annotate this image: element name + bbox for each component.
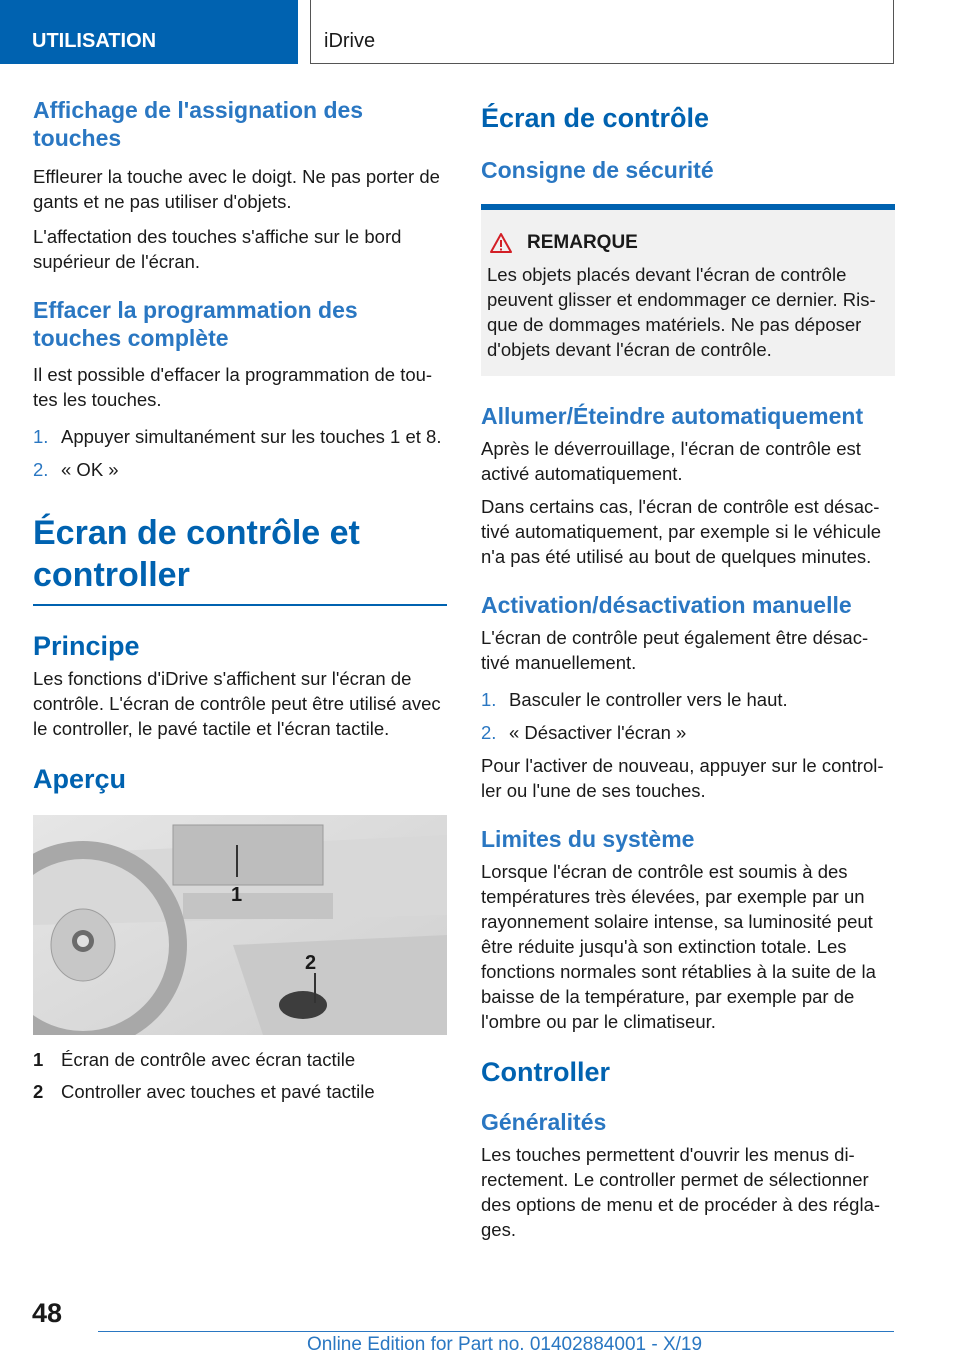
callout-1: 1 bbox=[231, 884, 243, 906]
para-limits: Lorsque l'écran de contrôle est soumis à des températures très élevées, par exemple par un rayonnement solaire intense, sa luminosité peut être réduite jusqu'à son extinction totale. Les fonctions normales sont rétablies à la suite de la baisse de la température, par exemple par de l'ombre ou par le climatiseur. bbox=[481, 861, 876, 1032]
title-rule bbox=[33, 604, 447, 606]
heading-limits: Limites du système bbox=[481, 826, 695, 852]
heading-control-screen: Écran de contrôle bbox=[481, 103, 710, 133]
list-number: 1. bbox=[33, 426, 49, 447]
heading-assignment: Affichage de l'assignation des touches bbox=[33, 97, 364, 151]
legend-number: 2 bbox=[33, 1081, 44, 1102]
list-text: Appuyer simultanément sur les touches 1 et 8. bbox=[61, 426, 442, 447]
header-section-tab bbox=[0, 0, 298, 64]
warning-note bbox=[481, 204, 895, 376]
callout-2: 2 bbox=[305, 952, 317, 974]
legend-item bbox=[33, 1079, 447, 1104]
legend-text: Controller avec touches et pavé tactile bbox=[61, 1081, 375, 1102]
heading-clear-programming: Effacer la programmation des touches complète bbox=[33, 297, 358, 351]
para-general: Les touches permettent d'ouvrir les menus di-rectement. Le controller permet de sélectionner des options de menu et de procéder à des régla-ges. bbox=[481, 1144, 881, 1240]
right-column bbox=[481, 96, 895, 1242]
heading-principle: Principe bbox=[33, 631, 140, 661]
note-label: REMARQUE bbox=[527, 232, 638, 253]
list-number: 1. bbox=[481, 689, 497, 710]
page-number: 48 bbox=[32, 1298, 63, 1328]
footer-text: Online Edition for Part no. 01402884001 - X/19 bbox=[307, 1334, 703, 1355]
para-assignment-2: L'affectation des touches s'affiche sur le bord supérieur de l'écran. bbox=[33, 226, 402, 272]
list-number: 2. bbox=[33, 459, 49, 480]
heading-general: Généralités bbox=[481, 1109, 607, 1135]
para-assignment-1: Effleurer la touche avec le doigt. Ne pas porter de gants et ne pas utiliser d'objets. bbox=[33, 166, 440, 212]
heading-overview: Aperçu bbox=[33, 764, 127, 794]
heading-manual: Activation/désactivation manuelle bbox=[481, 592, 852, 618]
list-item bbox=[33, 424, 447, 449]
list-item bbox=[481, 720, 895, 745]
chapter-title: Écran de contrôle et controller bbox=[33, 514, 360, 594]
list-text: « Désactiver l'écran » bbox=[509, 722, 687, 743]
list-number: 2. bbox=[481, 722, 497, 743]
legend-item bbox=[33, 1047, 447, 1072]
header-chapter-label: iDrive bbox=[324, 30, 376, 52]
legend-text: Écran de contrôle avec écran tactile bbox=[61, 1049, 356, 1070]
header-chapter-tab bbox=[310, 0, 894, 64]
heading-auto-on-off: Allumer/Éteindre automatiquement bbox=[481, 403, 864, 429]
legend-number: 1 bbox=[33, 1049, 44, 1070]
para-auto-2: Dans certains cas, l'écran de contrôle est désac-tivé automatiquement, par exemple si le véhicule n'a pas été utilisé au bout de quelques minutes. bbox=[481, 496, 882, 567]
para-clear: Il est possible d'effacer la programmation de tou-tes les touches. bbox=[33, 364, 433, 410]
left-column bbox=[33, 96, 447, 1104]
list-item bbox=[33, 457, 447, 482]
header-section-label: UTILISATION bbox=[32, 30, 157, 52]
para-auto-1: Après le déverrouillage, l'écran de contrôle est activé automatiquement. bbox=[481, 438, 861, 484]
list-text: Basculer le controller vers le haut. bbox=[509, 689, 788, 710]
para-manual: L'écran de contrôle peut également être désac-tivé manuellement. bbox=[481, 627, 869, 673]
list-item bbox=[481, 687, 895, 712]
cockpit-illustration bbox=[33, 815, 447, 1035]
para-principle: Les fonctions d'iDrive s'affichent sur l'écran de contrôle. L'écran de contrôle peut être utilisé avec le controller, le pavé tactile et l'écran tactile. bbox=[33, 668, 441, 739]
list-text: « OK » bbox=[61, 459, 119, 480]
note-header bbox=[489, 232, 889, 254]
note-text: Les objets placés devant l'écran de contrôle peuvent glisser et endommager ce dernier. Ris-que de dommages matériels. Ne pas déposer d'objets devant l'écran de contrôle. bbox=[487, 264, 876, 360]
footer-rule bbox=[98, 1331, 894, 1332]
warning-triangle-icon bbox=[489, 232, 513, 254]
heading-safety: Consigne de sécurité bbox=[481, 157, 714, 183]
para-manual-2: Pour l'activer de nouveau, appuyer sur le control-ler ou l'une de ses touches. bbox=[481, 755, 884, 801]
heading-controller: Controller bbox=[481, 1057, 611, 1087]
